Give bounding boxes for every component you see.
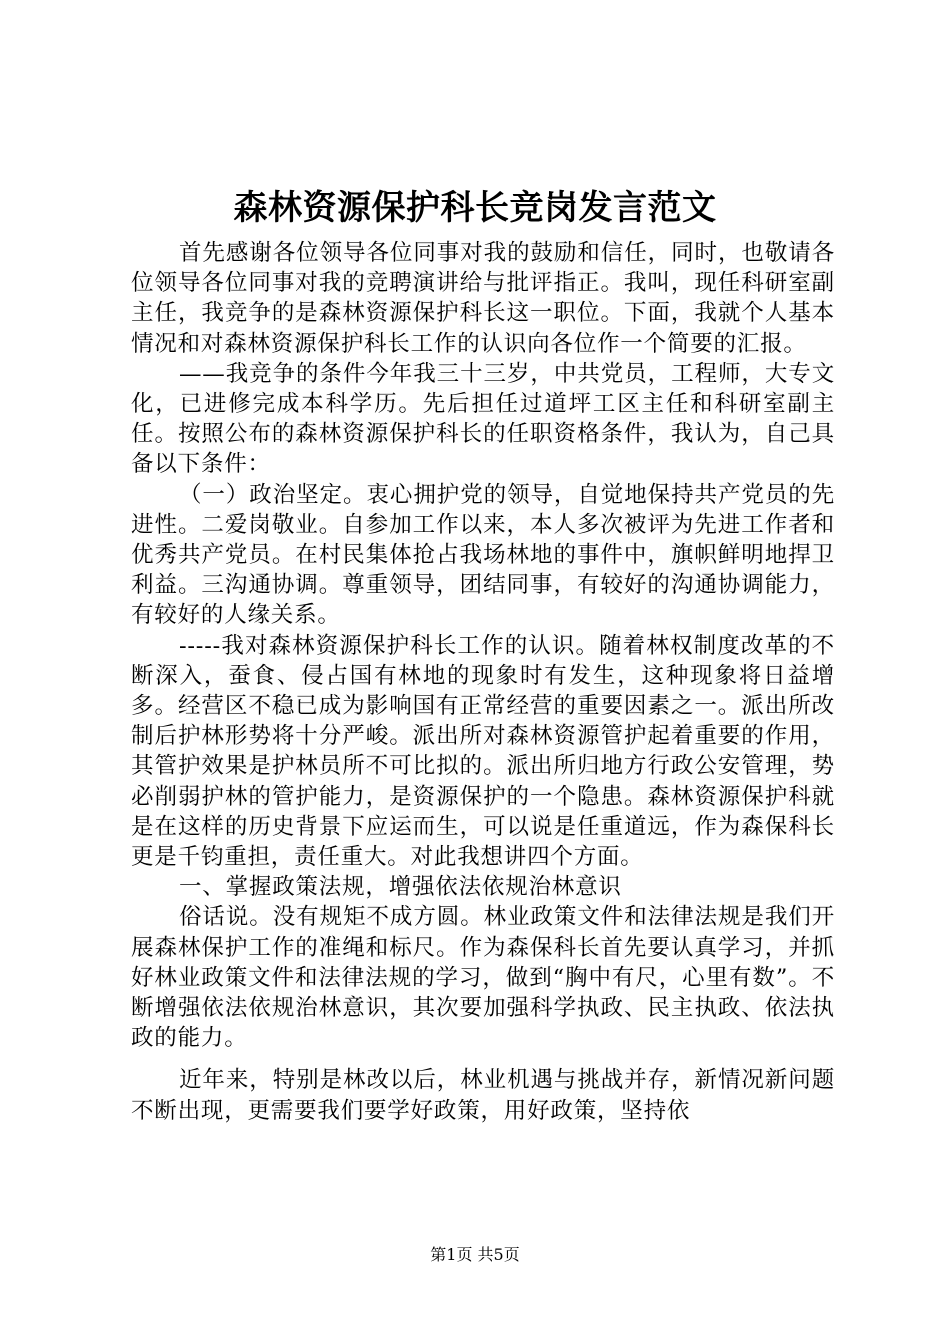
document-title: 森林资源保护科长竞岗发言范文 [233,188,717,228]
page-footer: 第1页 共5页 [430,1245,520,1264]
paragraph-recent-years: 近年来，特别是林改以后，林业机遇与挑战并存，新情况新问题不断出现，更需要我们要学好政策，用好政策，坚持依 [131,1067,835,1124]
paragraph-policy: 俗话说。没有规矩不成方圆。林业政策文件和法律法规是我们开展森林保护工作的准绳和标尺。作为森保科长首先要认真学习，并抓好林业政策文件和法律法规的学习，做到“胸中有尺，心里有数”。不断增强依法依规治林意识，其次要加强科学执政、民主执政、依法执政的能力。 [131,904,835,1052]
paragraph-understanding: -----我对森林资源保护科长工作的认识。随着林权制度改革的不断深入，蚕食、侵占国有林地的现象时有发生，这种现象将日益增多。经营区不稳已成为影响国有正常经营的重要因素之一。派出所改制后护林形势将十分严峻。派出所对森林资源管护起着重要的作用，其管护效果是护林员所不可比拟的。派出所归地方行政公安管理，势必削弱护林的管护能力，是资源保护的一个隐患。森林资源保护科就是在这样的历史背景下应运而生，可以说是任重道远，作为森保科长更是千钧重担，责任重大。对此我想讲四个方面。 [131,632,835,871]
paragraph-intro: 首先感谢各位领导各位同事对我的鼓励和信任，同时，也敬请各位领导各位同事对我的竞聘演讲给与批评指正。我叫，现任科研室副主任，我竞争的是森林资源保护科长这一职位。下面，我就个人基本情况和对森林资源保护科长工作的认识向各位作一个简要的汇报。 [131,240,835,357]
paragraph-qualifications: （一）政治坚定。衷心拥护党的领导，自觉地保持共产党员的先进性。二爱岗敬业。自参加工作以来，本人多次被评为先进工作者和优秀共产党员。在村民集体抢占我场林地的事件中，旗帜鲜明地捍卫利益。三沟通协调。尊重领导，团结同事，有较好的沟通协调能力，有较好的人缘关系。 [131,481,835,629]
paragraph-conditions: ——我竞争的条件今年我三十三岁，中共党员，工程师，大专文化，已进修完成本科学历。先后担任过道坪工区主任和科研室副主任。按照公布的森林资源保护科长的任职资格条件，我认为，自己具备以下条件： [131,360,835,478]
document-body [131,238,835,1126]
section-heading-1: 一、掌握政策法规，增强依法依规治林意识 [179,874,622,901]
